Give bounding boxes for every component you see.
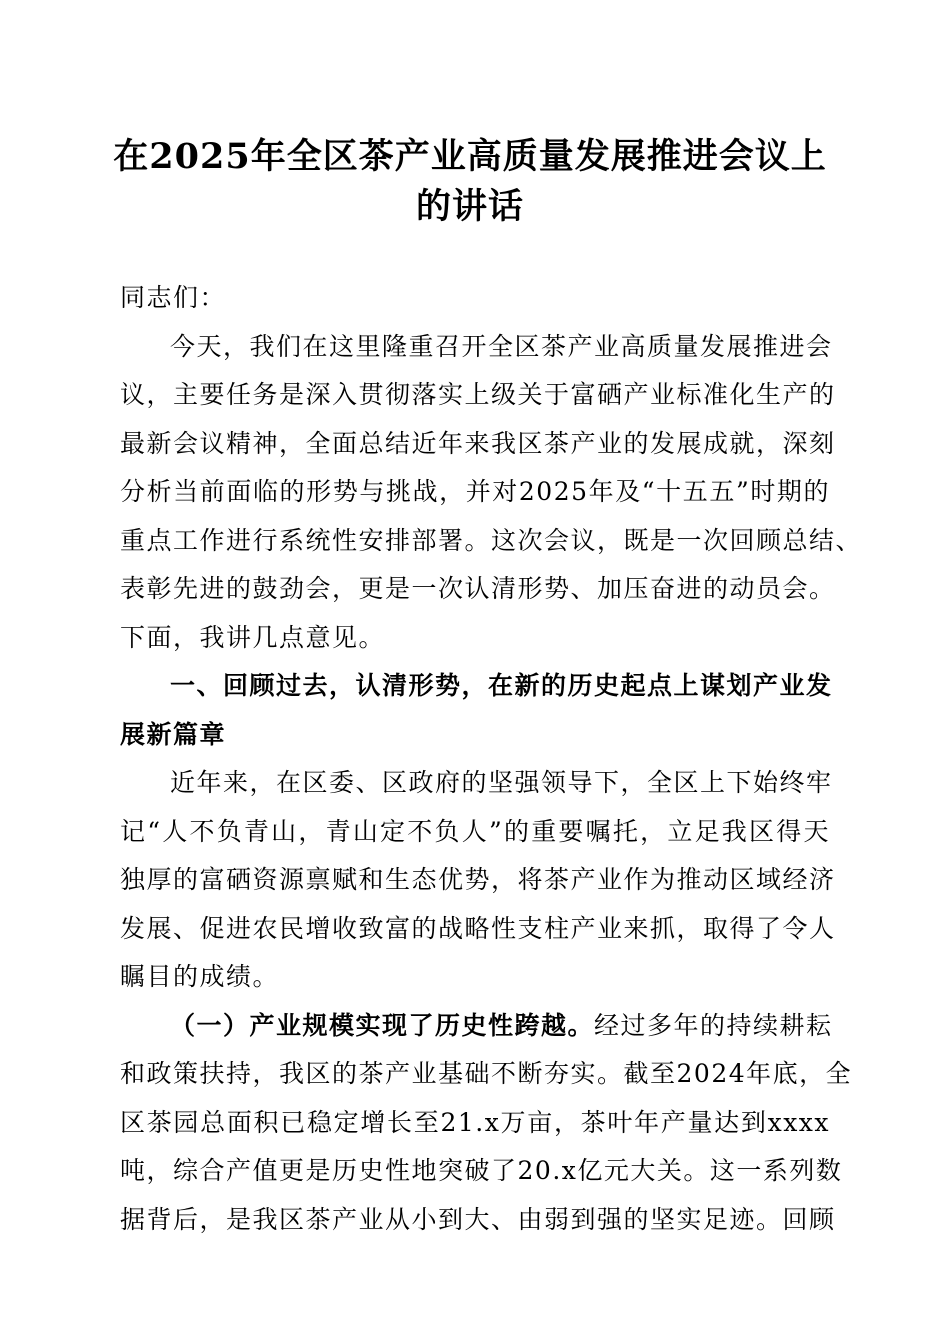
paragraph-line: 分析当前面临的形势与挑战，并对2025年及“十五五”时期的 [120,477,830,506]
paragraph-line: 独厚的富硒资源禀赋和生态优势，将茶产业作为推动区域经济 [120,865,836,894]
section-heading-1 [120,662,833,759]
paragraph-line: 据背后，是我区茶产业从小到大、由弱到强的坚实足迹。回顾 [120,1204,836,1234]
heading-line: 一、回顾过去，认清形势，在新的历史起点上谋划产业发 [170,671,833,700]
paragraph-line: 议，主要任务是深入贯彻落实上级关于富硒产业标准化生产的 [120,380,836,409]
subheading-lead: （一）产业规模实现了历史性跨越。 [170,1010,595,1040]
document-body [120,274,863,1244]
paragraph-line: 重点工作进行系统性安排部署。这次会议，既是一次回顾总结、 [120,525,863,555]
paragraph-text: 经过多年的持续耕耘 [594,1010,833,1040]
paragraph-line: 吨，综合产值更是历史性地突破了20.x亿元大关。这一系列数 [120,1156,843,1185]
title-line-1: 在2025年全区茶产业高质量发展推进会议上 [113,136,827,177]
paragraph-line: 瞩目的成绩。 [120,962,280,991]
paragraph-line: 今天，我们在这里隆重召开全区茶产业高质量发展推进会 [170,331,833,361]
paragraph-intro [120,323,863,663]
paragraph-review [120,759,836,1002]
paragraph-line: 下面，我讲几点意见。 [120,622,386,652]
salutation: 同志们： [120,283,227,312]
paragraph-line: 表彰先进的鼓劲会，更是一次认清形势、加压奋进的动员会。 [120,574,836,603]
paragraph-line: 区茶园总面积已稳定增长至21.x万亩，茶叶年产量达到xxxx [120,1107,830,1137]
paragraph-line [120,1002,833,1051]
paragraph-scale [120,1002,853,1245]
paragraph-line: 发展、促进农民增收致富的战略性支柱产业来抓，取得了令人 [120,913,836,943]
paragraph-line: 近年来，在区委、区政府的坚强领导下，全区上下始终牢 [170,768,833,797]
heading-line: 展新篇章 [120,719,227,749]
title-line-2: 的讲话 [415,186,524,227]
paragraph-line: 记“人不负青山，青山定不负人”的重要嘱托，立足我区得天 [120,816,830,846]
paragraph-line: 和政策扶持，我区的茶产业基础不断夯实。截至2024年底，全 [120,1059,853,1088]
paragraph-line: 最新会议精神，全面总结近年来我区茶产业的发展成就，深刻 [120,428,836,458]
document-title [100,132,840,232]
